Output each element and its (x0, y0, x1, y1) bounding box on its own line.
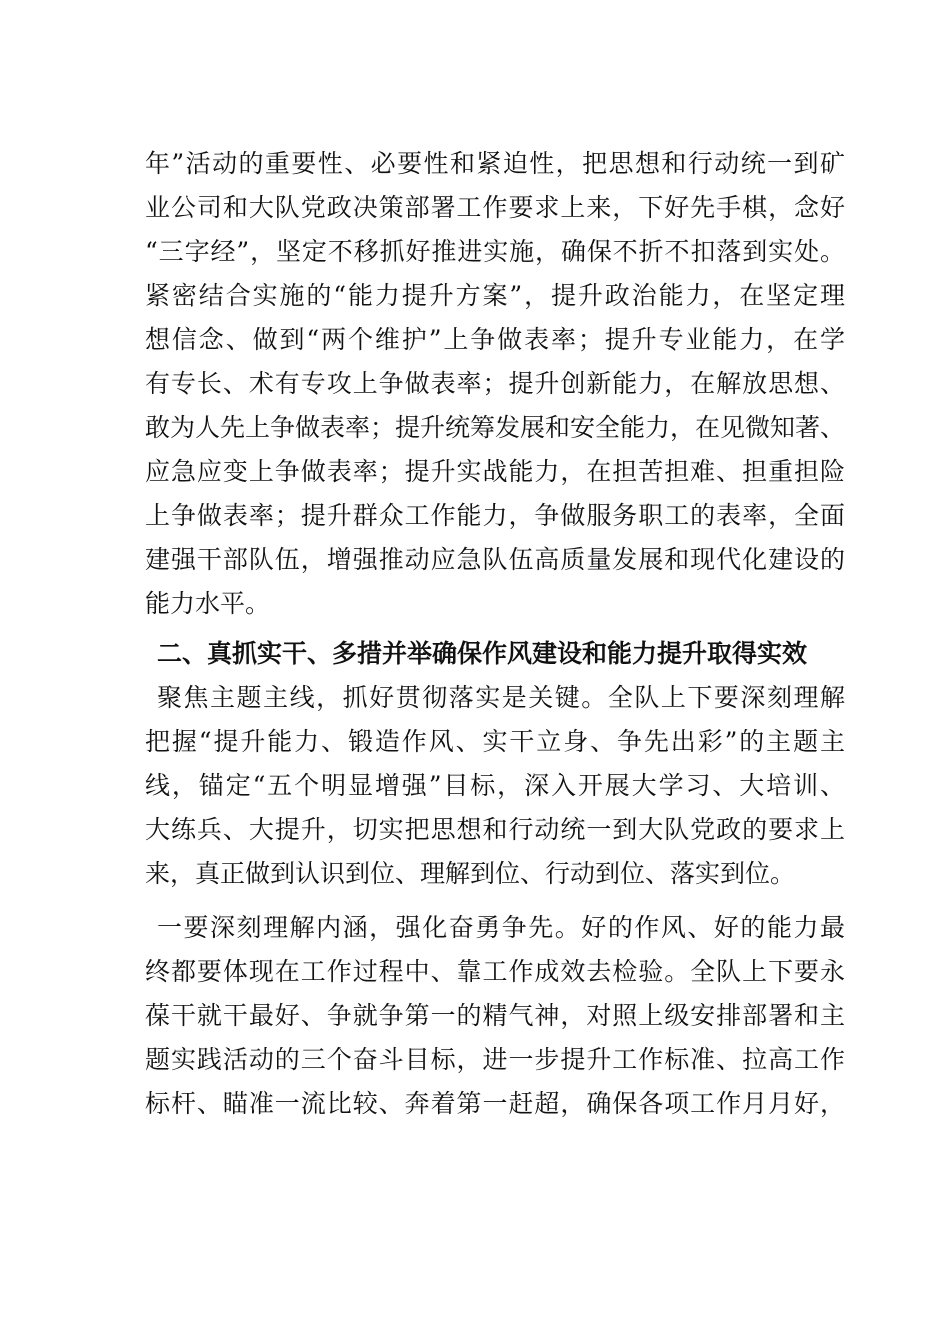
body-text-line: 年”活动的重要性、必要性和紧迫性，把思想和行动统一到矿 (145, 149, 845, 178)
body-text-line: 终都要体现在工作过程中、靠工作成效去检验。全队上下要永 (145, 957, 845, 986)
body-text-line: 应急应变上争做表率；提升实战能力，在担苦担难、担重担险 (145, 457, 845, 486)
body-text-line: 紧密结合实施的“能力提升方案”，提升政治能力，在坚定理 (145, 281, 845, 310)
body-text-line: 想信念、做到“两个维护”上争做表率；提升专业能力，在学 (145, 325, 845, 354)
body-text-line: 建强干部队伍，增强推动应急队伍高质量发展和现代化建设的 (145, 545, 845, 574)
body-text-line: 能力水平。 (145, 589, 271, 618)
body-text-line: 大练兵、大提升，切实把思想和行动统一到大队党政的要求上 (145, 815, 845, 844)
body-text-line: 题实践活动的三个奋斗目标，进一步提升工作标准、拉高工作 (145, 1045, 845, 1074)
body-text-line: 聚焦主题主线，抓好贯彻落实是关键。全队上下要深刻理解 (157, 683, 845, 712)
body-text-line: 一要深刻理解内涵，强化奋勇争先。好的作风、好的能力最 (157, 913, 845, 942)
body-text-line: 业公司和大队党政决策部署工作要求上来，下好先手棋，念好 (145, 193, 845, 222)
body-text-line: “三字经”，坚定不移抓好推进实施，确保不折不扣落到实处。 (145, 237, 845, 266)
body-text-line: 敢为人先上争做表率；提升统筹发展和安全能力，在见微知著、 (145, 413, 845, 442)
body-text-line: 来，真正做到认识到位、理解到位、行动到位、落实到位。 (145, 859, 796, 888)
section-heading: 二、真抓实干、多措并举确保作风建设和能力提升取得实效 (157, 639, 808, 668)
body-text-line: 有专长、术有专攻上争做表率；提升创新能力，在解放思想、 (145, 369, 845, 398)
body-text-line: 把握“提升能力、锻造作风、实干立身、争先出彩”的主题主 (145, 727, 845, 756)
body-text-line: 上争做表率；提升群众工作能力，争做服务职工的表率，全面 (145, 501, 845, 530)
body-text-line: 葆干就干最好、争就争第一的精气神，对照上级安排部署和主 (145, 1001, 845, 1030)
body-text-line: 标杆、瞄准一流比较、奔着第一赶超，确保各项工作月月好， (145, 1089, 845, 1118)
body-text-line: 线，锚定“五个明显增强”目标，深入开展大学习、大培训、 (145, 771, 845, 800)
